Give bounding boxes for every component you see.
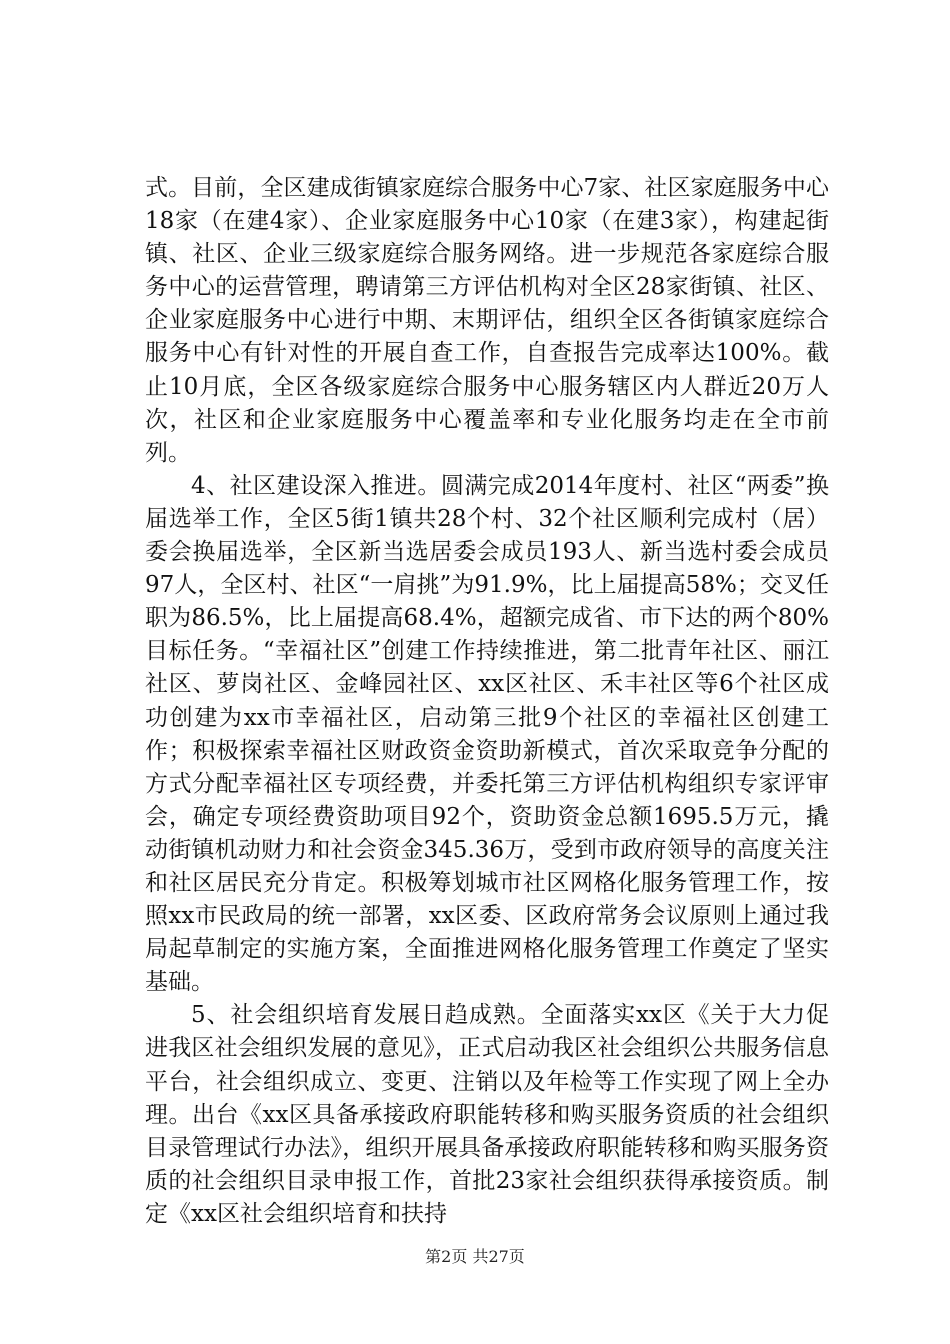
document-body (145, 172, 829, 1231)
page-number-footer: 第2页 共27页 (425, 1247, 525, 1266)
paragraph-community-building: 4、社区建设深入推进。圆满完成2014年度村、社区“两委”换届选举工作，全区5街1镇共28个村、32个社区顺利完成村（居）委会换届选举，全区新当选居委会成员193人、新当选村委会成员97人，全区村、社区“一肩挑”为91.9%，比上届提高58%；交叉任职为86.5%，比上届提高68.4%，超额完成省、市下达的两个80%目标任务。“幸福社区”创建工作持续推进，第二批青年社区、丽江社区、萝岗社区、金峰园社区、xx区社区、禾丰社区等6个社区成功创建为xx市幸福社区，启动第三批9个社区的幸福社区创建工作；积极探索幸福社区财政资金资助新模式，首次采取竞争分配的方式分配幸福社区专项经费，并委托第三方评估机构组织专家评审会，确定专项经费资助项目92个，资助资金总额1695.5万元，撬动街镇机动财力和社会资金345.36万，受到市政府领导的高度关注和社区居民充分肯定。积极筹划城市社区网格化服务管理工作，按照xx市民政局的统一部署，xx区委、区政府常务会议原则上通过我局起草制定的实施方案，全面推进网格化服务管理工作奠定了坚实基础。 (145, 472, 829, 996)
paragraph-social-organizations: 5、社会组织培育发展日趋成熟。全面落实xx区《关于大力促进我区社会组织发展的意见》，正式启动我区社会组织公共服务信息平台，社会组织成立、变更、注销以及年检等工作实现了网上全办理。出台《xx区具备承接政府职能转移和购买服务资质的社会组织目录管理试行办法》，组织开展具备承接政府职能转移和购买服务资质的社会组织目录申报工作，首批23家社会组织获得承接资质。制定《xx区社会组织培育和扶持 (145, 1002, 829, 1227)
paragraph-continuation: 式。目前，全区建成街镇家庭综合服务中心7家、社区家庭服务中心18家（在建4家）、企业家庭服务中心10家（在建3家），构建起街镇、社区、企业三级家庭综合服务网络。进一步规范各家庭综合服务中心的运营管理，聘请第三方评估机构对全区28家街镇、社区、企业家庭服务中心进行中期、末期评估，组织全区各街镇家庭综合服务中心有针对性的开展自查工作，自查报告完成率达100%。截止10月底，全区各级家庭综合服务中心服务辖区内人群近20万人次，社区和企业家庭服务中心覆盖率和专业化服务均走在全市前列。 (145, 175, 829, 466)
